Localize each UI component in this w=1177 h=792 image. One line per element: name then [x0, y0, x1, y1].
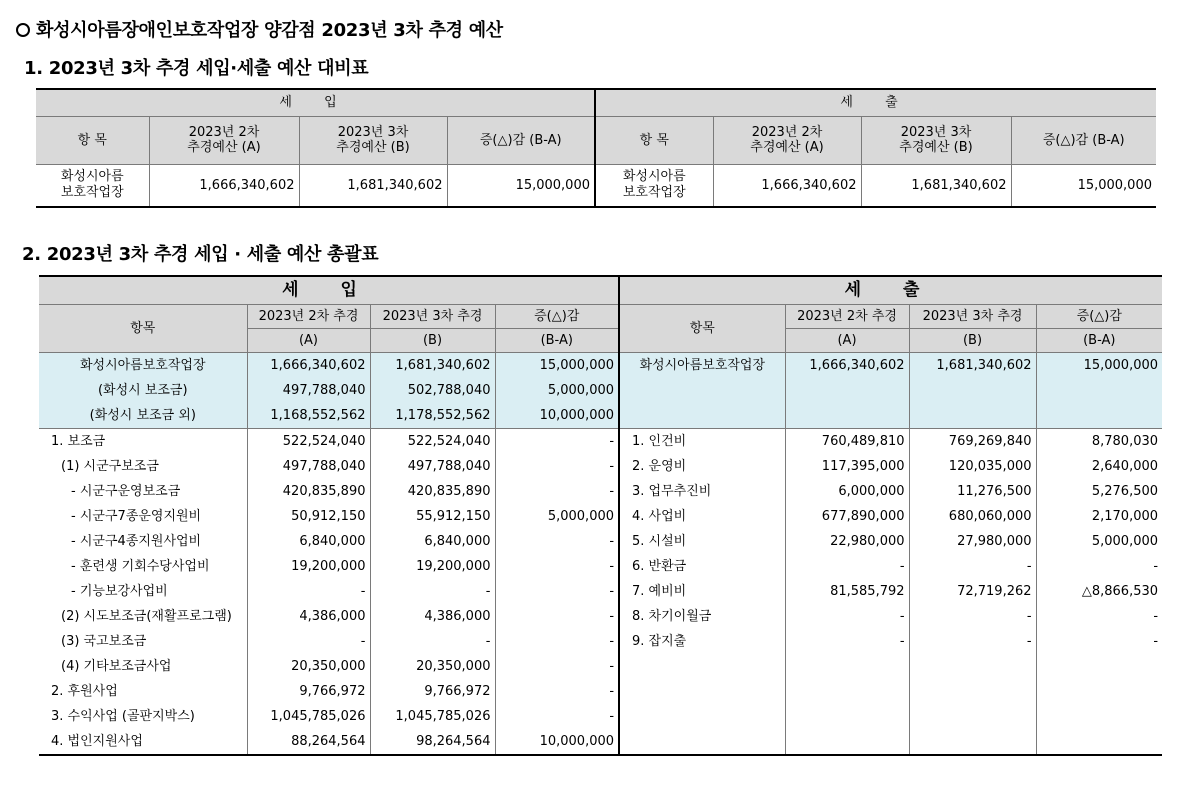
revenue-diff: - [495, 604, 619, 629]
comparison-table [36, 88, 1156, 208]
table-row [39, 479, 1162, 504]
expense-b: 72,719,262 [909, 579, 1036, 604]
expense-label: 3. 업무추진비 [619, 479, 785, 504]
revenue-diff: - [495, 679, 619, 704]
revenue-a: 420,835,890 [247, 479, 370, 504]
expense-a [785, 403, 909, 429]
revenue-label: (화성시 보조금) [39, 378, 247, 403]
revenue-a: 497,788,040 [247, 454, 370, 479]
expense-a: 760,489,810 [785, 429, 909, 455]
sub-a: (A) [785, 329, 909, 353]
page-title [16, 16, 503, 42]
revenue-b: 1,178,552,562 [370, 403, 495, 429]
revenue-b: 20,350,000 [370, 654, 495, 679]
revenue-label: (4) 기타보조금사업 [39, 654, 247, 679]
revenue-a: 497,788,040 [247, 378, 370, 403]
expense-b: 27,980,000 [909, 529, 1036, 554]
table-row [39, 729, 1162, 755]
expense-diff: 5,000,000 [1036, 529, 1162, 554]
expense-diff [1036, 729, 1162, 755]
sub-b: (B) [370, 329, 495, 353]
revenue-label: - 기능보강사업비 [39, 579, 247, 604]
revenue-b: - [370, 629, 495, 654]
revenue-b: 1,681,340,602 [370, 353, 495, 379]
table-row [39, 704, 1162, 729]
expense-label [619, 679, 785, 704]
expense-label: 5. 시설비 [619, 529, 785, 554]
revenue-a: 6,840,000 [247, 529, 370, 554]
revenue-diff: - [495, 454, 619, 479]
expense-b [909, 704, 1036, 729]
circle-bullet-icon [16, 23, 30, 37]
col-diff: 증(△)감 (B-A) [1011, 116, 1156, 164]
revenue-b: 4,386,000 [370, 604, 495, 629]
col-a: 2023년 2차 추경 [247, 305, 370, 329]
revenue-diff-value: 15,000,000 [447, 164, 595, 207]
expense-a: 1,666,340,602 [785, 353, 909, 379]
revenue-label: 화성시아름보호작업장 [39, 353, 247, 379]
expense-b: - [909, 554, 1036, 579]
expense-diff [1036, 654, 1162, 679]
revenue-a: 20,350,000 [247, 654, 370, 679]
col-item: 항목 [39, 305, 247, 353]
table-row [39, 529, 1162, 554]
revenue-a-value: 1,666,340,602 [149, 164, 299, 207]
revenue-label: - 시군구7종운영지원비 [39, 504, 247, 529]
revenue-a: 88,264,564 [247, 729, 370, 755]
expense-label [619, 403, 785, 429]
expense-a: 677,890,000 [785, 504, 909, 529]
expense-diff: 2,640,000 [1036, 454, 1162, 479]
expense-diff-value: 15,000,000 [1011, 164, 1156, 207]
revenue-a: 1,168,552,562 [247, 403, 370, 429]
expense-diff: 5,276,500 [1036, 479, 1162, 504]
revenue-diff: 5,000,000 [495, 378, 619, 403]
col-diff: 증(△)감 (B-A) [447, 116, 595, 164]
expense-a-value: 1,666,340,602 [713, 164, 861, 207]
sub-b: (B) [909, 329, 1036, 353]
revenue-label: 1. 보조금 [39, 429, 247, 455]
revenue-b: 502,788,040 [370, 378, 495, 403]
expense-item-name: 화성시아름 보호작업장 [595, 164, 713, 207]
expense-b: 680,060,000 [909, 504, 1036, 529]
expense-a: - [785, 604, 909, 629]
revenue-diff: - [495, 579, 619, 604]
expense-label [619, 704, 785, 729]
col-item: 항 목 [595, 116, 713, 164]
revenue-b: 55,912,150 [370, 504, 495, 529]
col-b: 2023년 3차 추경 [370, 305, 495, 329]
expense-a: 81,585,792 [785, 579, 909, 604]
revenue-label: 3. 수익사업 (골판지박스) [39, 704, 247, 729]
expense-b [909, 679, 1036, 704]
col-item: 항목 [619, 305, 785, 353]
revenue-b: 522,524,040 [370, 429, 495, 455]
expense-a: 6,000,000 [785, 479, 909, 504]
revenue-header: 세 입 [39, 276, 619, 305]
section2-title: 2. 2023년 3차 추경 세입 · 세출 예산 총괄표 [22, 244, 379, 265]
expense-b [909, 403, 1036, 429]
expense-header: 세 출 [595, 89, 1156, 116]
expense-label: 9. 잡지출 [619, 629, 785, 654]
expense-label: 6. 반환금 [619, 554, 785, 579]
revenue-diff: - [495, 704, 619, 729]
expense-a [785, 679, 909, 704]
revenue-b: 1,045,785,026 [370, 704, 495, 729]
col-b: 2023년 3차 추경예산 (B) [299, 116, 447, 164]
expense-label: 7. 예비비 [619, 579, 785, 604]
revenue-label: 2. 후원사업 [39, 679, 247, 704]
col-b: 2023년 3차 추경 [909, 305, 1036, 329]
expense-b-value: 1,681,340,602 [861, 164, 1011, 207]
revenue-b: 98,264,564 [370, 729, 495, 755]
revenue-b: 420,835,890 [370, 479, 495, 504]
revenue-a: 50,912,150 [247, 504, 370, 529]
summary-table [39, 275, 1162, 756]
col-diff: 증(△)감 [495, 305, 619, 329]
section1-title: 1. 2023년 3차 추경 세입·세출 예산 대비표 [24, 58, 369, 79]
revenue-diff: 10,000,000 [495, 729, 619, 755]
table-row [39, 403, 1162, 429]
sub-diff: (B-A) [495, 329, 619, 353]
expense-diff: - [1036, 604, 1162, 629]
revenue-a: 19,200,000 [247, 554, 370, 579]
expense-diff [1036, 403, 1162, 429]
revenue-diff: - [495, 554, 619, 579]
revenue-a: 522,524,040 [247, 429, 370, 455]
expense-diff [1036, 378, 1162, 403]
revenue-diff: 15,000,000 [495, 353, 619, 379]
revenue-b: 6,840,000 [370, 529, 495, 554]
revenue-diff: - [495, 479, 619, 504]
revenue-b: 9,766,972 [370, 679, 495, 704]
expense-diff: 2,170,000 [1036, 504, 1162, 529]
table-row [39, 454, 1162, 479]
revenue-a: 9,766,972 [247, 679, 370, 704]
revenue-header: 세 입 [36, 89, 595, 116]
expense-b: 769,269,840 [909, 429, 1036, 455]
expense-a [785, 378, 909, 403]
expense-diff: 8,780,030 [1036, 429, 1162, 455]
expense-a: 22,980,000 [785, 529, 909, 554]
revenue-diff: - [495, 654, 619, 679]
expense-a [785, 729, 909, 755]
table-row [39, 629, 1162, 654]
expense-diff: △8,866,530 [1036, 579, 1162, 604]
expense-label: 2. 운영비 [619, 454, 785, 479]
expense-label [619, 729, 785, 755]
revenue-diff: 10,000,000 [495, 403, 619, 429]
revenue-a: - [247, 579, 370, 604]
revenue-label: (2) 시도보조금(재활프로그램) [39, 604, 247, 629]
table-row [39, 554, 1162, 579]
expense-diff: - [1036, 629, 1162, 654]
expense-b [909, 729, 1036, 755]
sub-a: (A) [247, 329, 370, 353]
revenue-label: (3) 국고보조금 [39, 629, 247, 654]
table-row [39, 353, 1162, 379]
revenue-item-name: 화성시아름 보호작업장 [36, 164, 149, 207]
revenue-a: 1,045,785,026 [247, 704, 370, 729]
expense-label [619, 378, 785, 403]
expense-b [909, 654, 1036, 679]
revenue-label: 4. 법인지원사업 [39, 729, 247, 755]
expense-a: - [785, 554, 909, 579]
expense-diff [1036, 679, 1162, 704]
expense-header: 세 출 [619, 276, 1162, 305]
col-a: 2023년 2차 추경예산 (A) [713, 116, 861, 164]
expense-diff: - [1036, 554, 1162, 579]
col-a: 2023년 2차 추경 [785, 305, 909, 329]
revenue-diff: - [495, 429, 619, 455]
revenue-diff: - [495, 529, 619, 554]
expense-a [785, 704, 909, 729]
table-row [39, 579, 1162, 604]
table-row [39, 654, 1162, 679]
revenue-b-value: 1,681,340,602 [299, 164, 447, 207]
expense-b: 1,681,340,602 [909, 353, 1036, 379]
page-title-text: 화성시아름장애인보호작업장 양감점 2023년 3차 추경 예산 [36, 20, 503, 41]
table-row [39, 378, 1162, 403]
revenue-a: - [247, 629, 370, 654]
table-row [39, 604, 1162, 629]
col-diff: 증(△)감 [1036, 305, 1162, 329]
revenue-label: - 시군구4종지원사업비 [39, 529, 247, 554]
expense-b: 11,276,500 [909, 479, 1036, 504]
expense-a: 117,395,000 [785, 454, 909, 479]
expense-diff [1036, 704, 1162, 729]
revenue-label: - 훈련생 기회수당사업비 [39, 554, 247, 579]
expense-label: 화성시아름보호작업장 [619, 353, 785, 379]
sub-diff: (B-A) [1036, 329, 1162, 353]
revenue-a: 4,386,000 [247, 604, 370, 629]
revenue-label: (화성시 보조금 외) [39, 403, 247, 429]
col-a: 2023년 2차 추경예산 (A) [149, 116, 299, 164]
expense-label: 1. 인건비 [619, 429, 785, 455]
revenue-b: 497,788,040 [370, 454, 495, 479]
expense-b: - [909, 629, 1036, 654]
revenue-b: 19,200,000 [370, 554, 495, 579]
revenue-diff: 5,000,000 [495, 504, 619, 529]
expense-b [909, 378, 1036, 403]
expense-a [785, 654, 909, 679]
col-b: 2023년 3차 추경예산 (B) [861, 116, 1011, 164]
expense-b: 120,035,000 [909, 454, 1036, 479]
expense-a: - [785, 629, 909, 654]
expense-label: 4. 사업비 [619, 504, 785, 529]
revenue-a: 1,666,340,602 [247, 353, 370, 379]
table-row [39, 679, 1162, 704]
revenue-b: - [370, 579, 495, 604]
expense-label: 8. 차기이월금 [619, 604, 785, 629]
revenue-diff: - [495, 629, 619, 654]
expense-b: - [909, 604, 1036, 629]
expense-label [619, 654, 785, 679]
revenue-label: - 시군구운영보조금 [39, 479, 247, 504]
revenue-label: (1) 시군구보조금 [39, 454, 247, 479]
table-row [39, 429, 1162, 455]
expense-diff: 15,000,000 [1036, 353, 1162, 379]
col-item: 항 목 [36, 116, 149, 164]
table-row [39, 504, 1162, 529]
